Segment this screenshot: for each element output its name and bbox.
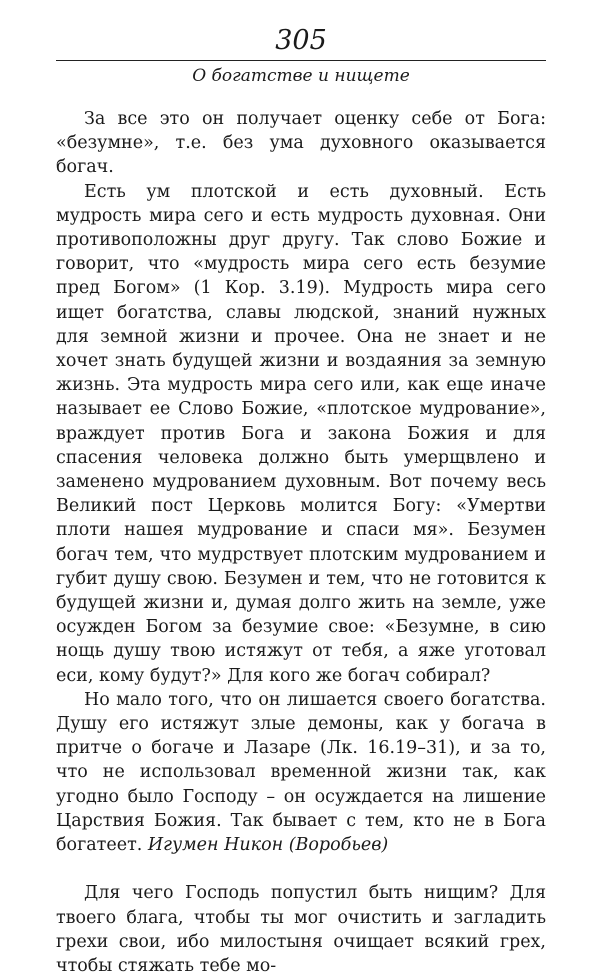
author-attribution: Игумен Никон (Воробьев) — [147, 835, 389, 856]
header-rule — [56, 60, 546, 61]
section-gap — [56, 857, 546, 881]
paragraph-4: Для чего Господь попустил быть нищим? Для твоего блага, чтобы ты мог очистить и загладить грехи свои, ибо милостыня очищает всякий грех, чтобы стяжать тебе мо- — [56, 883, 546, 976]
paragraph-3-text: Но мало того, что он лишается своего богатства. Душу его истяжут злые демоны, как у богача в притче о богаче и Лазаре (Лк. 16.19–31), и за то, что не использовал временной жизни так, как угодно было Господу – он осуждается на лишение Царствия Божия. Так бывает с тем, кто не в Бога богатеет. — [56, 689, 546, 856]
body-text — [56, 107, 546, 978]
paragraph-2: Есть ум плотской и есть духовный. Есть мудрость мира сего и есть мудрость духовная. Они противоположны друг другу. Так слово Божие и говорит, что «мудрость мира сего есть безумие пред Богом» (1 Кор. 3.19). Мудрость мира сего ищет богатства, славы людской, знаний нужных для земной жизни и прочее. Она не знает и не хочет знать будущей жизни и воздаяния за земную жизнь. Эта мудрость мира сего или, как еще иначе называет ее Слово Божие, «плотское мудрование», враждует против Бога и закона Божия и для спасения человека должно быть умерщвлено и заменено мудрованием духовным. Вот почему весь Великий пост Церковь молится Богу: «Умертви плоти нашея мудрование и спаси мя». Безумен богач тем, что мудрствует плотским мудрованием и губит душу свою. Безумен и тем, что не готовится к будущей жизни и, думая долго жить на земле, уже осужден Богом за безумие свое: «Безумне, в сию нощь душу твою истяжут от тебя, а яже уготовал еси, кому будут?» Для кого же богач собирал? — [56, 181, 546, 686]
page-number: 305 — [275, 25, 327, 56]
running-title: О богатстве и нищете — [192, 66, 410, 86]
paragraph-1: За все это он получает оценку себе от Бога: «безумне», т.е. без ума духовного оказывается богач. — [56, 109, 546, 178]
book-page — [56, 24, 546, 978]
paragraph-3 — [56, 688, 546, 857]
